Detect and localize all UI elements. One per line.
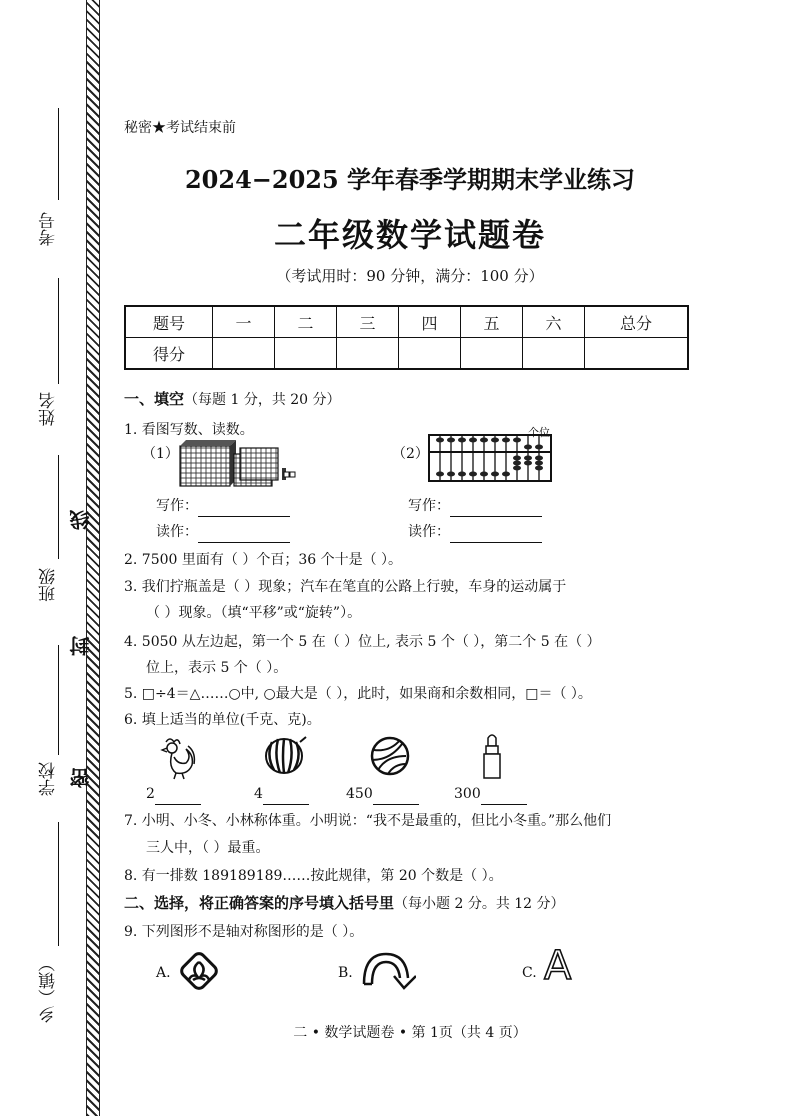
answer-blank[interactable]	[198, 522, 290, 543]
q6-value: 4	[254, 786, 263, 802]
q6-item-volleyball	[346, 784, 419, 805]
score-input-cell[interactable]	[399, 338, 461, 370]
q6-item-watermelon	[254, 784, 309, 805]
abacus-ones-label: 个位	[528, 426, 550, 439]
exam-time-info: （考试用时：90 分钟，满分：100 分）	[276, 267, 544, 285]
question-8: 8. 有一排数 189189189……按此规律，第 20 个数是（ ）。	[124, 868, 503, 884]
page-footer: 二 • 数学试题卷 • 第 1页（共 4 页）	[293, 1025, 527, 1041]
school-line	[58, 645, 59, 755]
question-4-line-1: 4. 5050 从左边起，第一个 5 在（ ）位上, 表示 5 个（ ），第二个 5 在（ ）	[124, 634, 601, 650]
score-cell: 一	[213, 306, 275, 338]
answer-blank[interactable]	[263, 784, 309, 805]
exam-title: 2024−2025 学年春季学期期末学业练习	[184, 165, 636, 194]
score-cell: 四	[399, 306, 461, 338]
question-7-line-1: 7. 小明、小冬、小林称体重。小明说：“我不是最重的，但比小冬重。”那么他们	[124, 813, 612, 829]
town-line	[58, 822, 59, 946]
option-b-label: B.	[338, 965, 353, 981]
question-9: 9. 下列图形不是轴对称图形的是（ ）。	[124, 924, 364, 940]
q1-p2-write	[408, 496, 542, 517]
answer-blank[interactable]	[155, 784, 201, 805]
question-5: 5. □÷4＝△……○中, ○最大是（ ），此时，如果商和余数相同，□＝（ ）。	[124, 686, 592, 702]
q1-p2-read	[408, 522, 542, 543]
question-3-line-2: （ ）现象。（填“平移”或“旋转”）。	[146, 605, 362, 621]
class-line	[58, 455, 59, 559]
q6-item-lipstick	[454, 784, 527, 805]
score-table-header-row	[125, 306, 688, 338]
exam-subtitle: 二年级数学试题卷	[273, 216, 546, 254]
score-cell: 总分	[585, 306, 689, 338]
class-label: 班级	[39, 568, 59, 602]
q6-value: 450	[346, 786, 373, 802]
answer-blank[interactable]	[450, 522, 542, 543]
name-line	[58, 278, 59, 384]
score-input-cell[interactable]	[523, 338, 585, 370]
rooster-icon	[152, 734, 198, 780]
question-1: 1. 看图写数、读数。	[124, 422, 254, 438]
name-label: 姓名	[39, 392, 59, 426]
symmetric-emblem-icon	[176, 948, 222, 994]
write-label: 写作：	[156, 498, 198, 514]
question-1-part-1-label: （1）	[142, 446, 179, 462]
score-input-cell[interactable]	[275, 338, 337, 370]
read-label: 读作：	[408, 524, 450, 540]
write-label: 写作：	[408, 498, 450, 514]
score-table-score-row	[125, 338, 688, 370]
q6-value: 2	[146, 786, 155, 802]
section-2-title: 二、选择，将正确答案的序号填入括号里	[124, 894, 395, 912]
question-2: 2. 7500 里面有（ ）个百；36 个十是（ ）。	[124, 552, 403, 568]
seal-feng-char: 封	[69, 636, 93, 656]
confidential-note: 秘密★考试结束前	[124, 120, 236, 136]
seal-mi-char: 密	[69, 768, 93, 788]
letter-a-outline: A	[544, 943, 572, 989]
abacus-image	[428, 434, 552, 482]
q1-p1-write	[156, 496, 290, 517]
option-a-label: A.	[156, 965, 171, 981]
section-1-heading	[124, 388, 341, 410]
answer-blank[interactable]	[373, 784, 419, 805]
score-cell: 题号	[125, 306, 213, 338]
score-input-cell[interactable]	[213, 338, 275, 370]
score-input-cell[interactable]	[585, 338, 689, 370]
q6-item-rooster	[146, 784, 201, 805]
question-6: 6. 填上适当的单位(千克、克)。	[124, 712, 321, 728]
lipstick-icon	[480, 732, 504, 780]
score-table	[124, 305, 689, 370]
section-2-note: （每小题 2 分。共 12 分）	[394, 896, 565, 912]
score-cell: 六	[523, 306, 585, 338]
score-cell: 得分	[125, 338, 213, 370]
option-c-label: C.	[522, 965, 537, 981]
q6-value: 300	[454, 786, 481, 802]
question-1-part-2-label: （2）	[392, 446, 429, 462]
answer-blank[interactable]	[450, 496, 542, 517]
town-label: 乡（镇）	[39, 955, 59, 1023]
read-label: 读作：	[156, 524, 198, 540]
exam-no-line	[58, 108, 59, 200]
score-input-cell[interactable]	[337, 338, 399, 370]
section-1-title: 一、填空	[124, 390, 185, 408]
binding-hatch-strip	[86, 0, 100, 1116]
watermelon-icon	[262, 734, 310, 776]
volleyball-icon	[368, 734, 412, 778]
section-1-note: （每题 1 分，共 20 分）	[184, 392, 341, 408]
question-3-line-1: 3. 我们拧瓶盖是（ ）现象；汽车在笔直的公路上行驶，车身的运动属于	[124, 579, 567, 595]
section-2-heading	[124, 892, 565, 914]
question-7-line-2: 三人中，（ ）最重。	[146, 840, 270, 856]
score-cell: 五	[461, 306, 523, 338]
answer-blank[interactable]	[481, 784, 527, 805]
score-cell: 三	[337, 306, 399, 338]
school-label: 学校	[39, 762, 59, 796]
seal-line-char: 线	[69, 510, 93, 530]
base-ten-cubes-image	[176, 438, 298, 490]
q1-p1-read	[156, 522, 290, 543]
score-cell: 二	[275, 306, 337, 338]
curved-arrow-icon	[358, 948, 416, 990]
score-input-cell[interactable]	[461, 338, 523, 370]
question-4-line-2: 位上，表示 5 个（ ）。	[146, 660, 288, 676]
answer-blank[interactable]	[198, 496, 290, 517]
exam-no-label: 考号	[39, 212, 59, 246]
